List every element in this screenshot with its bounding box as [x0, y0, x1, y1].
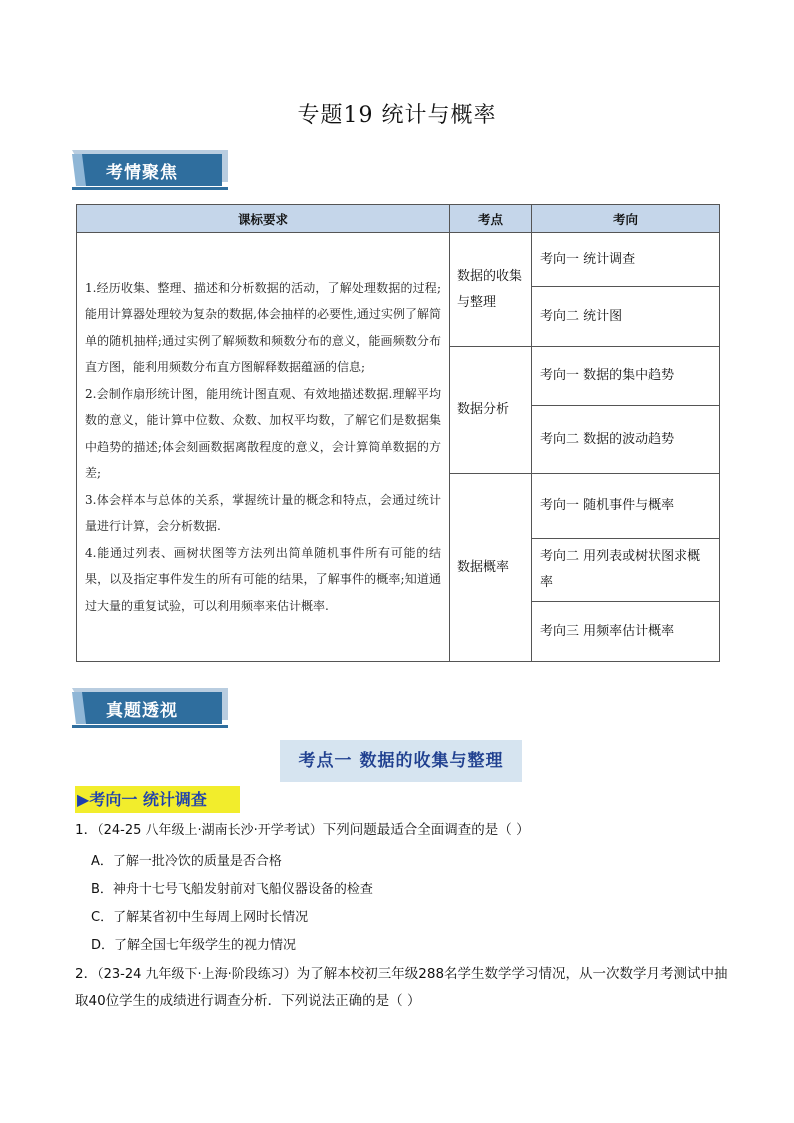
point-analysis: 数据分析	[450, 347, 532, 474]
header-points: 考点	[450, 205, 532, 233]
direction-2-1: 考向一 数据的集中趋势	[532, 347, 720, 406]
sub-heading	[75, 786, 240, 813]
curriculum-table	[76, 204, 720, 662]
point-collection: 数据的收集与整理	[450, 233, 532, 347]
banner-label: 考情聚焦	[106, 163, 178, 183]
direction-2-2: 考向二 数据的波动趋势	[532, 406, 720, 474]
section-heading: 考点一 数据的收集与整理	[280, 740, 522, 782]
option-b: B．神舟十七号飞船发射前对飞船仪器设备的检查	[91, 882, 373, 897]
question-number: 2．	[75, 966, 98, 982]
requirement-1: 1.经历收集、整理、描述和分析数据的活动，了解处理数据的过程;能用计算器处理较为复杂的数据,体会抽样的必要性,通过实例了解简单的随机抽样;通过实例了解频数和频数分布的意义，能画频数分布直方图，能利用频数分布直方图解释数据蕴涵的信息;	[85, 280, 441, 375]
requirement-3: 3.体会样本与总体的关系，掌握统计量的概念和特点，会通过统计量进行计算，会分析数据.	[85, 492, 441, 534]
direction-3-1: 考向一 随机事件与概率	[532, 474, 720, 539]
section-banner-zhenti	[72, 688, 228, 730]
page-title: 专题19 统计与概率	[297, 103, 497, 128]
requirement-4: 4.能通过列表、画树状图等方法列出简单随机事件所有可能的结果，以及指定事件发生的所有可能的结果，了解事件的概率;知道通过大量的重复试验，可以利用频率来估计概率.	[85, 545, 441, 613]
question-1	[75, 819, 735, 842]
direction-1-2: 考向二 统计图	[532, 287, 720, 347]
header-directions: 考向	[532, 205, 720, 233]
option-c: C．了解某省初中生每周上网时长情况	[91, 910, 309, 925]
sub-heading-label: 考向一 统计调查	[89, 790, 207, 809]
direction-3-2: 考向二 用列表或树状图求概率	[532, 539, 720, 602]
header-requirements: 课标要求	[77, 205, 450, 233]
point-probability: 数据概率	[450, 474, 532, 662]
option-a: A．了解一批冷饮的质量是否合格	[91, 854, 282, 869]
option-d: D．了解全国七年级学生的视力情况	[91, 938, 297, 953]
requirements-cell	[77, 233, 450, 662]
question-source: （24-25 八年级上·湖南长沙·开学考试）	[97, 823, 323, 838]
triangle-right-icon: ▶	[77, 790, 90, 809]
question-2	[75, 961, 735, 1015]
requirement-2: 2.会制作扇形统计图，能用统计图直观、有效地描述数据.理解平均数的意义，能计算中位数、众数、加权平均数，了解它们是数据集中趋势的描述;体会刻画数据离散程度的意义，会计算简单数据的方差;	[85, 386, 441, 481]
direction-3-3: 考向三 用频率估计概率	[532, 602, 720, 662]
question-source: （23-24 九年级下·上海·阶段练习）	[97, 967, 297, 982]
question-stem: 下列问题最适合全面调查的是（ ）	[322, 822, 530, 838]
question-number: 1．	[75, 822, 98, 838]
question-stem: 为了解本校初三年级288名学生数学学习情况，从一次数学月考测试中抽取40位学生的成绩进行调查分析．下列说法正确的是（ ）	[75, 966, 728, 1009]
banner-label: 真题透视	[106, 701, 178, 721]
section-banner-kaoqing	[72, 150, 228, 192]
direction-1-1: 考向一 统计调查	[532, 233, 720, 287]
